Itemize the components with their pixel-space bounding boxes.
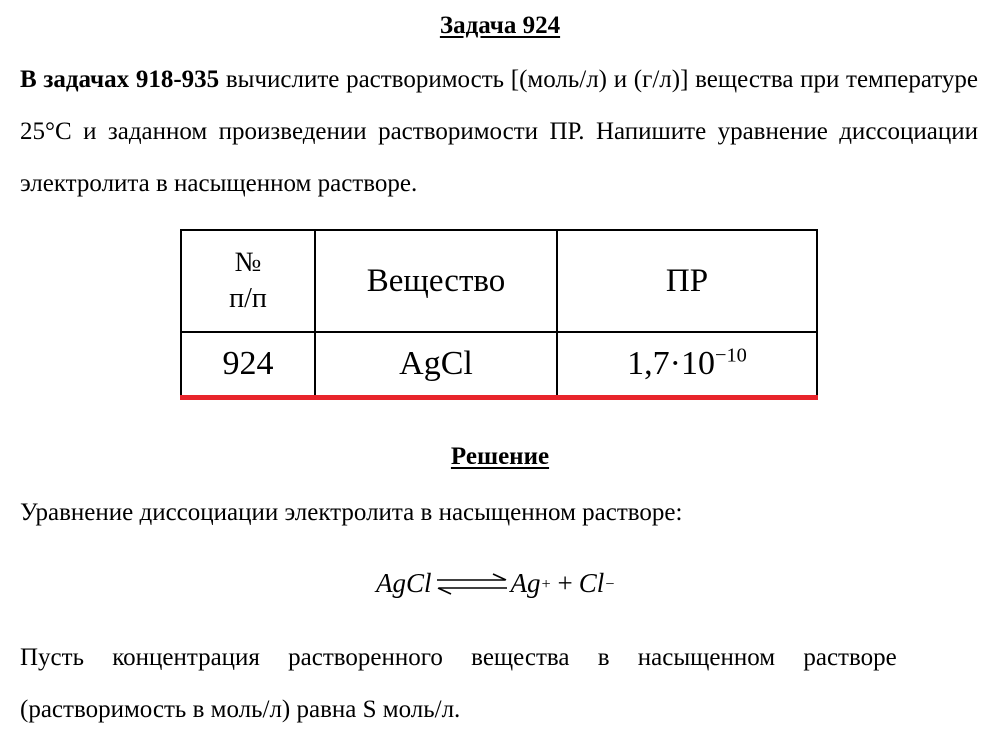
equation-anion: Cl bbox=[578, 568, 605, 598]
substance-table bbox=[180, 229, 818, 397]
header-number-symbol: № bbox=[234, 247, 262, 278]
header-number-abbr: п/п bbox=[229, 283, 267, 314]
equation-reactant: AgCl bbox=[376, 568, 432, 598]
concentration-text: Пусть концентрация растворенного вещества в насыщенном растворе bbox=[20, 644, 897, 671]
table-header-row bbox=[181, 230, 817, 332]
dissociation-equation: AgCl Ag + + Cl − bbox=[376, 568, 616, 598]
header-substance-cell: Вещество bbox=[315, 230, 557, 332]
solution-title: Решение bbox=[450, 443, 550, 470]
solubility-text: (растворимость в моль/л) равна S моль/л. bbox=[20, 696, 461, 723]
header-number-cell bbox=[181, 230, 315, 332]
row-substance-cell: AgCl bbox=[315, 332, 557, 396]
task-range-bold: В задачах 918-935 bbox=[20, 66, 220, 93]
equilibrium-arrow-icon bbox=[435, 571, 509, 597]
equation-cation: Ag bbox=[510, 568, 541, 598]
task-statement bbox=[20, 54, 978, 210]
task-statement-text: вычислите растворимость [(моль/л) и (г/л)] вещества при температуре 25°С и заданном произведении растворимости ПР. Напишите уравнение диссоциации электролита в насыщенном растворе. bbox=[20, 66, 978, 197]
dissociation-text: Уравнение диссоциации электролита в насыщенном растворе: bbox=[20, 499, 683, 526]
table-row bbox=[181, 332, 817, 396]
task-title: Задача 924 bbox=[439, 12, 561, 39]
row-pr-exponent: −10 bbox=[714, 344, 747, 367]
row-number-cell: 924 bbox=[181, 332, 315, 396]
row-pr-cell bbox=[557, 332, 817, 396]
equation-plus: + bbox=[557, 568, 573, 598]
highlight-underline bbox=[180, 395, 818, 400]
header-pr-cell: ПР bbox=[557, 230, 817, 332]
row-pr-base: 1,7·10 bbox=[627, 345, 715, 382]
